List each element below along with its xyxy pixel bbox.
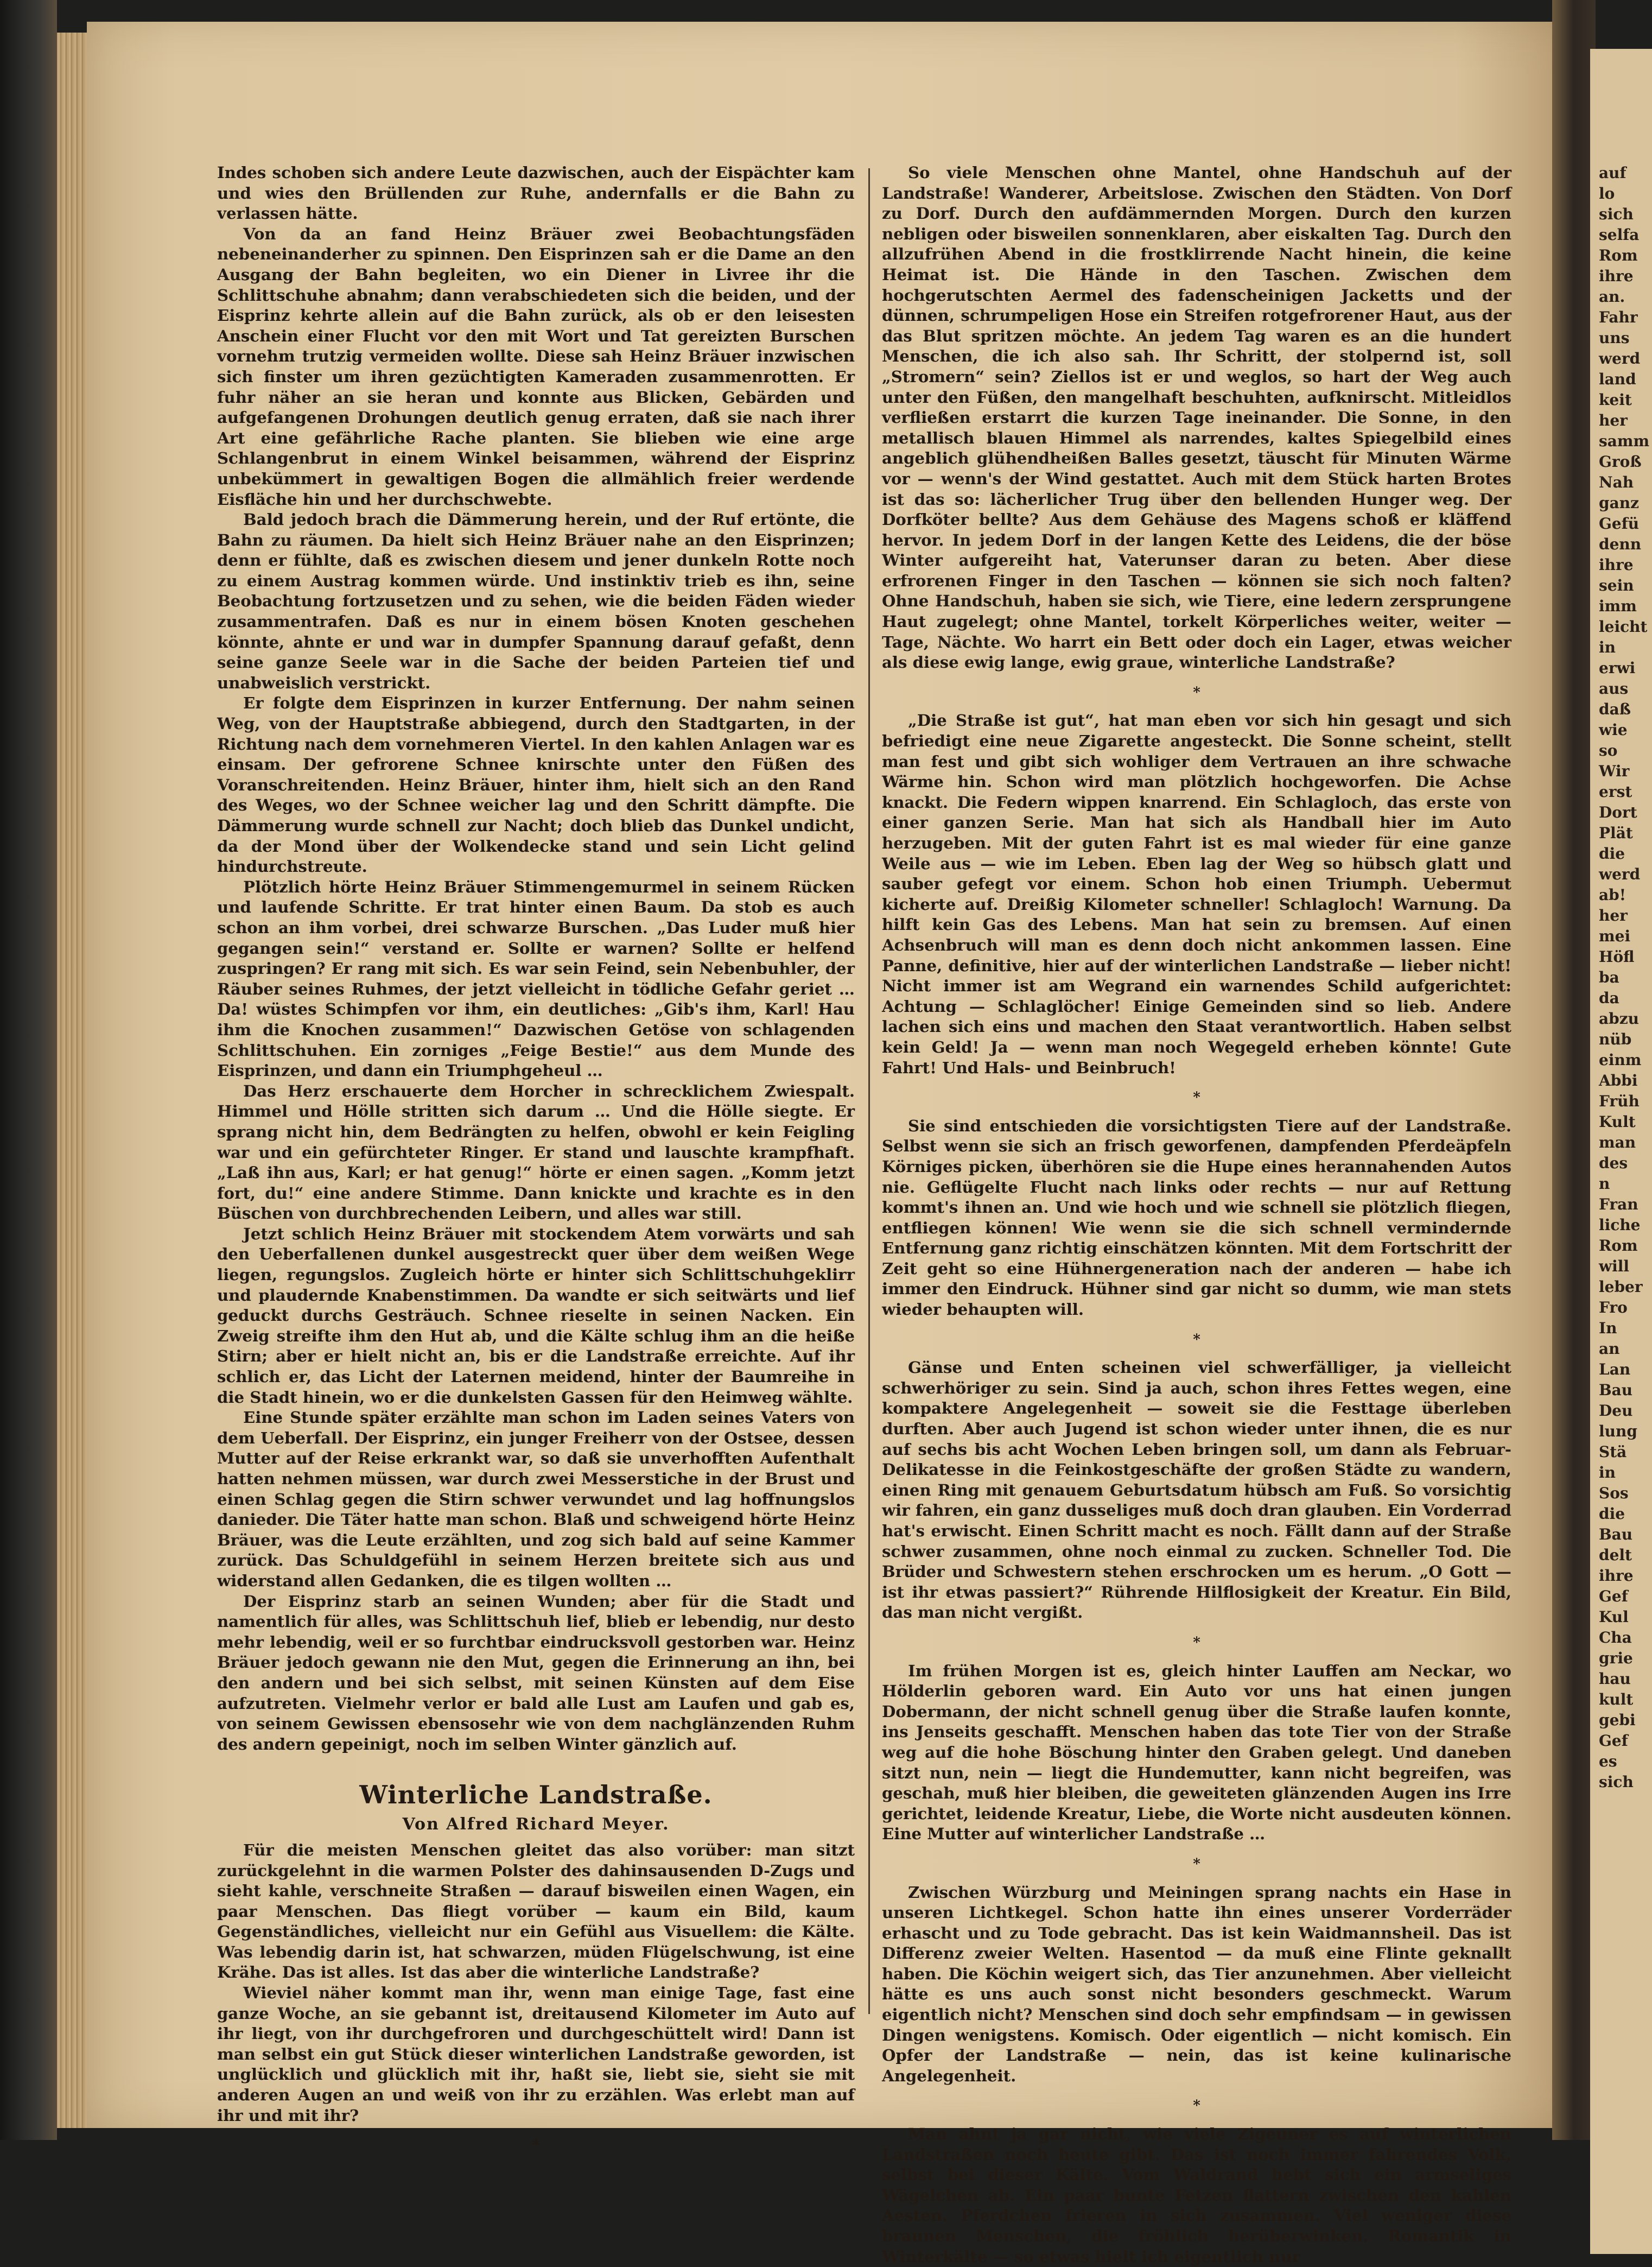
next-page-word: Gef — [1599, 1732, 1628, 1750]
section-separator: * — [1193, 1090, 1200, 1106]
next-page-word: man — [1599, 1134, 1636, 1151]
next-page-word: denn — [1599, 535, 1642, 553]
paragraph: Sie sind entschieden die vorsichtigsten Tiere auf der Landstraße. Selbst wenn sie sich an frisch geworfenen, dampfenden Pferdeäpfeln Körniges picken, überhören sie die Hupe eines herannahenden Autos nie. Geflügelte Flucht nach links oder rechts — nur auf Rettung kommt's ihnen an. Und wie hoch und wie schnell sie plötzlich fliegen, entfliegen können! Wie wenn sie die sich schnell vermindernde Entfernung ganz richtig einschätzen könnten. Mit dem Fortschritt der Zeit geht so eine Hühnergeneration nach der anderen — habe ich immer den Eindruck. Hühner sind gar nicht so dumm, wie man stets wieder behaupten will. — [882, 1116, 1511, 1319]
next-page-word: Rom — [1599, 246, 1638, 264]
next-page-word: so — [1599, 742, 1618, 759]
next-page-word: ihre — [1599, 1567, 1634, 1585]
next-page-word: Kult — [1599, 1113, 1636, 1131]
next-page-word: in — [1599, 1464, 1616, 1481]
section-separator: * — [1193, 2098, 1200, 2114]
next-page-word: land — [1599, 370, 1636, 388]
paragraph: Im frühen Morgen ist es, gleich hinter Lauffen am Neckar, wo Hölderlin geboren ward. Ein Auto vor uns hat einen jungen Dobermann, der nicht schnell genug über die Straße laufen konnte, ins Jenseits geschafft. Menschen haben das tote Tier von der Straße weg auf die hohe Böschung hinter den Graben gelegt. Und daneben sitzt nun, nein — liegt die Hundemutter, kann nicht begreifen, was geschah, muß hier bleiben, die geweiteten glänzenden Augen ins Irre gerichtet, leidende Kreatur, Liebe, die Worte nicht ausdeuten können. Eine Mutter auf winterlicher Landstraße … — [882, 1661, 1511, 1844]
next-page-word: die — [1599, 845, 1625, 863]
section-separator: * — [1193, 1856, 1200, 1872]
next-page-word: Plät — [1599, 824, 1633, 842]
paragraph: Von da an fand Heinz Bräuer zwei Beobachtungsfäden nebeneinanderher zu spinnen. Den Eisprinzen sah er die Dame an den Ausgang der Bahn begleiten, wo ein Diener in Livree ihr die Schlittschuhe abnahm; dann verabschiedeten sich die beiden, und der Eisprinz kehrte allein auf die Bahn zurück, als ob er den leisesten Anschein einer Flucht vor den mit Wort und Tat gereizten Burschen vornehm trutzig vermeiden wollte. Diese sah Heinz Bräuer inzwischen sich finster um ihren gezüchtigten Kameraden zusammenrotten. Er fuhr näher an sie heran und konnte aus Blicken, Gebärden und aufgefangenen Drohungen deutlich genug erraten, daß sie nach ihrer Art eine gefährliche Rache planten. Sie blieben wie eine arge Schlangenbrut in einem Winkel beisammen, während der Eisprinz unbekümmert in gewaltigen Bogen die allmählich freier werdende Eisfläche hin und her durchschwebte. — [217, 224, 855, 509]
next-page-word: her — [1599, 411, 1628, 429]
article-title: Winterliche Landstraße. — [359, 1780, 713, 1810]
section-separator: * — [1193, 1331, 1200, 1348]
next-page-word: werd — [1599, 865, 1641, 883]
next-page-word: will — [1599, 1257, 1630, 1275]
next-page-word: ab! — [1599, 886, 1626, 904]
article-byline: Von Alfred Richard Meyer. — [402, 1815, 670, 1834]
paragraph: Das Herz erschauerte dem Horcher in schrecklichem Zwiespalt. Himmel und Hölle stritten sich darum … Und die Hölle siegte. Er sprang nicht hin, dem Bedrängten zu helfen, obwohl er kein Feigling war und ein gefürchteter Ringer. Er stand und lauschte krampfhaft. „Laß ihn aus, Karl; er hat genug!“ hörte er einen sagen. „Komm jetzt fort, du!“ eine andere Stimme. Dann knickte und krachte es in den Büschen von durchbrechenden Leibern, und alles war still. — [217, 1081, 855, 1223]
next-page-word: es — [1599, 1752, 1617, 1770]
next-page-word: sich — [1599, 1773, 1634, 1791]
next-page-word: uns — [1599, 329, 1630, 347]
next-page-word: Bau — [1599, 1525, 1633, 1543]
next-page-word: Fro — [1599, 1299, 1628, 1316]
next-page-word: grie — [1599, 1649, 1633, 1667]
next-page-word: keit — [1599, 391, 1632, 409]
next-page-word: leber — [1599, 1278, 1643, 1296]
paragraph: Für die meisten Menschen gleitet das also vorüber: man sitzt zurückgelehnt in die warmen Polster des dahinsausenden D-Zugs und sieht kahle, verschneite Straßen — darauf bisweilen einen Wagen, ein paar Menschen. Das fliegt vorüber — kaum ein Bild, kaum Gegenständliches, vielleicht nur ein Gefühl aus Visuellem: die Kälte. Was lebendig darin ist, hat schwarzen, müden Flügelschwung, ist eine Krähe. Das ist alles. Ist das aber die winterliche Landstraße? — [217, 1840, 855, 1982]
next-page-word: samm — [1599, 432, 1650, 450]
paragraph: Zwischen Würzburg und Meiningen sprang nachts ein Hase in unseren Lichtkegel. Schon hatte ihn eines unserer Vorderräder erhascht und zu Tode gebracht. Das ist kein Waidmannsheil. Das ist Differenz zweier Welten. Hasentod — da muß eine Flinte geknallt haben. Die Köchin weigert sich, das Tier anzunehmen. Aber vielleicht hätte es uns auch sonst nicht besonders geschmeckt. Warum eigentlich nicht? Menschen sind doch sehr empfindsam — in gewissen Dingen wenigstens. Komisch. Oder eigentlich — nicht komisch. Ein Opfer der Landstraße — nein, das ist keine kulinarische Angelegenheit. — [882, 1883, 1511, 2085]
next-page-word: sich — [1599, 205, 1634, 223]
next-page-word: Abbi — [1599, 1072, 1638, 1090]
next-page-word: Cha — [1599, 1629, 1632, 1647]
next-page-word: abzu — [1599, 1010, 1639, 1028]
column-rule — [868, 168, 870, 2014]
paragraph: „Die Straße ist gut“, hat man eben vor sich hin gesagt und sich befriedigt eine neue Zigarette angesteckt. Die Sonne scheint, stellt man fest und gibt sich wohliger dem Vertrauen an ihre schwache Wärme hin. Schon wird man plötzlich hochgeworfen. Die Achse knackt. Die Federn wippen knarrend. Ein Schlagloch, das erste von einer ganzen Serie. Man hat sich als Handball hier im Auto herzugeben. Mit der guten Fahrt ist es mal wieder für eine ganze Weile aus — wie im Leben. Eben lag der Weg so hübsch glatt und sauber gefegt vor einem. Schon hob einen Triumph. Uebermut kicherte auf. Dreißig Kilometer schneller! Schlagloch! Warnung. Da hilft kein Gas des Lebens. Man hat sein zu bremsen. Auf einen Achsenbruch will man es denn doch nicht ankommen lassen. Eine Panne, definitive, hier auf der winterlichen Landstraße — lieber nicht! Nicht immer ist am Wegrand ein warnendes Schild aufgerichtet: Achtung — Schlaglöcher! Einige Gemeinden sind so lieb. Andere lachen sich eins und machen den Staat verantwortlich. Haben selbst kein Geld! Ja — wenn man noch Wegegeld erheben könnte! Gute Fahrt! Und Hals- und Beinbruch! — [882, 711, 1511, 1077]
next-page-word: her — [1599, 907, 1628, 924]
paragraph: Gänse und Enten scheinen viel schwerfälliger, ja vielleicht schwerhöriger zu sein. Sind ja auch, schon ihres Fettes wegen, eine kompaktere Angelegenheit — soweit sie die Festtage überleben durften. Aber auch Jugend ist schon wieder unter ihnen, die es nur auf sechs bis acht Wochen Leben bringen soll, um dann als Februar-Delikatesse in die Feinkostgeschäfte der großen Städte zu wandern, einen Ring mit genauem Geburtsdatum hübsch am Fuß. So vorsichtig wir fahren, ein ganz dusseliges muß doch dran glauben. Ein Vorderrad hat's erwischt. Einen Schritt macht es noch. Fällt dann auf der Straße schwer zusammen, ohne noch einmal zu zucken. Schneller Tod. Die Brüder und Schwestern stehen erschrocken um es herum. „O Gott — ist ihr etwas passiert?“ Rührende Hilflosigkeit der Kreatur. Ein Bild, das man nicht vergißt. — [882, 1358, 1511, 1622]
next-page-fragment — [1590, 49, 1652, 2254]
next-page-word: Kul — [1599, 1608, 1629, 1626]
next-page-word: Gefü — [1599, 515, 1640, 533]
next-page-word: an. — [1599, 288, 1625, 306]
next-page-word: Früh — [1599, 1092, 1640, 1110]
next-page-word: erwi — [1599, 659, 1636, 677]
next-page-word: lo — [1599, 185, 1615, 202]
next-page-word: einm — [1599, 1051, 1642, 1069]
next-page-word: n — [1599, 1175, 1610, 1193]
next-page-word: in — [1599, 638, 1616, 656]
next-page-word: In — [1599, 1319, 1617, 1337]
paragraph: Der Eisprinz starb an seinen Wunden; aber für die Stadt und namentlich für alles, was Schlittschuh lief, blieb er lebendig, nur desto mehr lebendig, weil er so furchtbar eindrucksvoll gestorben war. Heinz Bräuer jedoch gewann nie den Mut, gegen die Erinnerung an ihn, bei den andern und bei sich selbst, mit seinen Künsten auf dem Eise aufzutreten. Vielmehr verlor er bald alle Lust am Laufen und gab es, von seinem Gewissen ebensosehr wie von dem nachglänzenden Ruhm des andern gepeinigt, noch im selben Winter gänzlich auf. — [217, 1592, 855, 1753]
paragraph: Man ahnt ja gar nicht, wie viele Zigeuner es auf winterlichen Landstraßen noch heute gibt. Das ist noch immer fahrendes Volk, selbst bei dieser Kälte. Vom Waldrand hebt sich ein armseliges Wägelchen ab. Ein paar bunte Fetzen flattern zwischen den kahlen Aesten. Pferdchen frieren in sich zusammen. Viel weniger diese braunen Menschen, die fröhlich herüberwinken. Romantik in Winterkälte — so etwas hielt ich eigentlich nur — [882, 2125, 1511, 2266]
right-column — [882, 163, 1511, 2267]
next-page-word: ihre — [1599, 556, 1634, 574]
next-page-word: nüb — [1599, 1030, 1632, 1048]
book-gutter — [1552, 0, 1596, 2140]
next-page-word: leicht — [1599, 618, 1648, 636]
next-page-word: da — [1599, 989, 1619, 1007]
paragraph: Wieviel näher kommt man ihr, wenn man einige Tage, fast eine ganze Woche, an sie gebannt ist, dreitausend Kilometer im Auto auf ihr liegt, von ihr durchgefroren und durchgeschüttelt wird! Dann ist man selbst ein gut Stück dieser winterlichen Landstraße geworden, ist unglücklich und glücklich mit ihr, haßt sie, liebt sie, sieht sie mit anderen Augen an und weiß von ihr zu erzählen. Was erlebt man auf ihr und mit ihr? — [217, 1984, 855, 2125]
paragraph: So viele Menschen ohne Mantel, ohne Handschuh auf der Landstraße! Wanderer, Arbeitslose. Zwischen den Städten. Von Dorf zu Dorf. Durch den aufdämmernden Morgen. Durch den kurzen nebligen oder bisweilen sonnenklaren, aber eiskalten Tag. Durch den allzufrühen Abend in die frostklirrende Nacht hinein, die keine Heimat ist. Die Hände in den Taschen. Zwischen dem hochgerutschten Aermel des fadenscheinigen Jacketts und der dünnen, schrumpeligen Hose ein Streifen rotgefrorener Haut, aus der das Blut spritzen möchte. An jedem Tag waren es an die hundert Menschen, die ich also sah. Ihr Schritt, der stolpernd ist, soll „Stromern“ sein? Ziellos ist er und weglos, so hart der Weg auch unter den Füßen, den mangelhaft beschuhten, aufknirscht. Mitleidlos verfließen erstarrt die kurzen Tage ineinander. Die Sonne, in den metallisch blauen Himmel als narrendes, kaltes Spiegelbild eines angeblich glühendheißen Balles gesetzt, täuscht für Minuten Wärme vor — wenn's der Wind gestattet. Auch mit dem Stück harten Brotes ist das so: lächerlicher Trug über den bellenden Hunger weg. Der Dorfköter bellte? Aus dem Gehäuse des Magens schoß er kläffend hervor. In jedem Dorf in der langen Kette des Leidens, die der böse Winter aufgereiht hat, Vaterunser daran zu beten. Aber diese erfrorenen Finger in den Taschen — können sie sich noch falten? Ohne Handschuh, haben sie sich, wie Tiere, eine ledern zersprungene Haut zugelegt; ohne Mantel, torkelt Körperliches weiter, weiter — Tage, Nächte. Wo harrt ein Bett oder doch ein Lager, etwas weicher als diese ewig lange, ewig graue, winterliche Landstraße? — [882, 163, 1511, 672]
next-page-word: sein — [1599, 577, 1634, 594]
next-page-word: Stä — [1599, 1443, 1627, 1461]
next-page-word: wie — [1599, 721, 1628, 739]
next-page-word: Deu — [1599, 1402, 1633, 1420]
next-page-word: Sos — [1599, 1484, 1629, 1502]
next-page-word: ihre — [1599, 267, 1634, 285]
next-page-word: liche — [1599, 1216, 1641, 1234]
next-page-word: Groß — [1599, 453, 1642, 471]
next-page-word: Fran — [1599, 1195, 1638, 1213]
next-page-word: an — [1599, 1340, 1620, 1358]
next-page-word: auf — [1599, 164, 1626, 182]
next-page-word: Gef — [1599, 1587, 1628, 1605]
next-page-word: Höfl — [1599, 948, 1635, 966]
next-page-word: des — [1599, 1154, 1628, 1172]
next-page-word: gebi — [1599, 1711, 1636, 1729]
book-binding — [0, 0, 57, 2140]
section-separator: * — [532, 2137, 540, 2154]
page-edges — [57, 33, 90, 2128]
next-page-word: ba — [1599, 968, 1619, 986]
next-page-word: ganz — [1599, 494, 1639, 512]
next-page-word: werd — [1599, 350, 1641, 368]
next-page-word: Dort — [1599, 803, 1637, 821]
next-page-word: erst — [1599, 783, 1632, 801]
next-page-word: Rom — [1599, 1237, 1638, 1255]
next-page-word: imm — [1599, 597, 1637, 615]
next-page-word: daß — [1599, 700, 1631, 718]
next-page-word: lung — [1599, 1422, 1637, 1440]
paragraph: Indes schoben sich andere Leute dazwischen, auch der Eispächter kam und wies den Brüllenden zur Ruhe, andernfalls er die Bahn zu verlassen hätte. — [217, 163, 855, 223]
next-page-word: Lan — [1599, 1360, 1631, 1378]
paragraph: Jetzt schlich Heinz Bräuer mit stockendem Atem vorwärts und sah den Ueberfallenen dunkel ausgestreckt quer über dem weißen Wege liegen, regungslos. Zugleich hörte er hinter sich Schlittschuhgeklirr und plaudernde Knabenstimmen. Da wandte er sich seitwärts und lief geduckt durchs Gesträuch. Schnee rieselte in seinen Nacken. Ein Zweig streifte ihm den Hut ab, und die Kälte schlug ihm an die heiße Stirn; aber er hielt nicht an, bis er die Landstraße erreichte. Auf ihr schlich er, das Licht der Laternen meidend, hinter der Baumreihe in die Stadt hinein, wo er die dunkelsten Gassen für den Heimweg wählte. — [217, 1224, 855, 1407]
paragraph: Er folgte dem Eisprinzen in kurzer Entfernung. Der nahm seinen Weg, von der Hauptstraße abbiegend, durch den Stadtgarten, in der Richtung nach dem vornehmeren Viertel. In den kahlen Anlagen war es einsam. Der gefrorene Schnee knirschte unter den Füßen des Voranschreitenden. Heinz Bräuer, hinter ihm, hielt sich an den Rand des Weges, wo der Schnee weicher lag und den Schritt dämpfte. Die Dämmerung wurde schnell zur Nacht; doch blieb das Dunkel undicht, da der Mond über der Wolkendecke stand und sein Licht gelind hindurchstreute. — [217, 694, 855, 876]
next-page-word: delt — [1599, 1546, 1632, 1564]
next-page-word: Fahr — [1599, 308, 1638, 326]
paragraph: Eine Stunde später erzählte man schon im Laden seines Vaters von dem Ueberfall. Der Eisprinz, ein junger Freiherr von der Ostsee, dessen Mutter auf der Reise erkrankt war, so daß sie unverhofften Aufenthalt hatten nehmen müssen, war durch zwei Messerstiche in der Brust und einen Schlag gegen die Stirn schwer verwundet und lag hoffnungslos danieder. Die Täter hatte man schon. Blaß und schweigend hörte Heinz Bräuer, was die Leute erzählten, und zog sich bald auf seine Kammer zurück. Das Schuldgefühl in seinem Herzen breitete sich aus und widerstand allen Gedanken, die es tilgen wollten … — [217, 1408, 855, 1590]
next-page-word: selfa — [1599, 226, 1640, 244]
next-page-word: mei — [1599, 927, 1631, 945]
next-page-word: Wir — [1599, 762, 1630, 780]
section-separator: * — [1193, 684, 1200, 701]
left-column — [217, 163, 855, 2164]
next-page-word: Nah — [1599, 473, 1634, 491]
next-page-word: hau — [1599, 1670, 1631, 1688]
next-page-word: kult — [1599, 1690, 1634, 1708]
paragraph: Plötzlich hörte Heinz Bräuer Stimmengemurmel in seinem Rücken und laufende Schritte. Er trat hinter einen Baum. Da stob es auch schon an ihm vorbei, drei schwarze Burschen. „Das Luder muß hier gegangen sein!“ verstand er. Sollte er warnen? Sollte er helfend zuspringen? Er rang mit sich. Es war sein Feind, sein Nebenbuhler, der Räuber seines Ruhmes, der jetzt vielleicht in tödliche Gefahr geriet … Da! wüstes Schimpfen vor ihm, ein deutliches: „Gib's ihm, Karl! Hau ihm die Knochen zusammen!“ Dazwischen Getöse von schlagenden Schlittschuhen. Ein zorniges „Feige Bestie!“ aus dem Munde des Eisprinzen, und dann ein Triumphgeheul … — [217, 877, 855, 1080]
section-separator: * — [1193, 1634, 1200, 1651]
paragraph: Bald jedoch brach die Dämmerung herein, und der Ruf ertönte, die Bahn zu räumen. Da hielt sich Heinz Bräuer nahe an den Eisprinzen; denn er fühlte, daß es zwischen diesem und jener dunkeln Rotte noch zu einem Austrag kommen würde. Und instinktiv trieb es ihn, seine Beobachtung fortzusetzen und zu sehen, wie die beiden Fäden wieder zusammentrafen. Daß es nur in einem bösen Knoten geschehen könnte, ahnte er und war in dumpfer Spannung darauf gefaßt, denn seine ganze Seele war in die Sache der beiden Parteien tief und unabweislich verstrickt. — [217, 510, 855, 692]
next-page-word: Bau — [1599, 1381, 1633, 1399]
next-page-word: aus — [1599, 680, 1629, 698]
next-page-word: die — [1599, 1505, 1625, 1523]
